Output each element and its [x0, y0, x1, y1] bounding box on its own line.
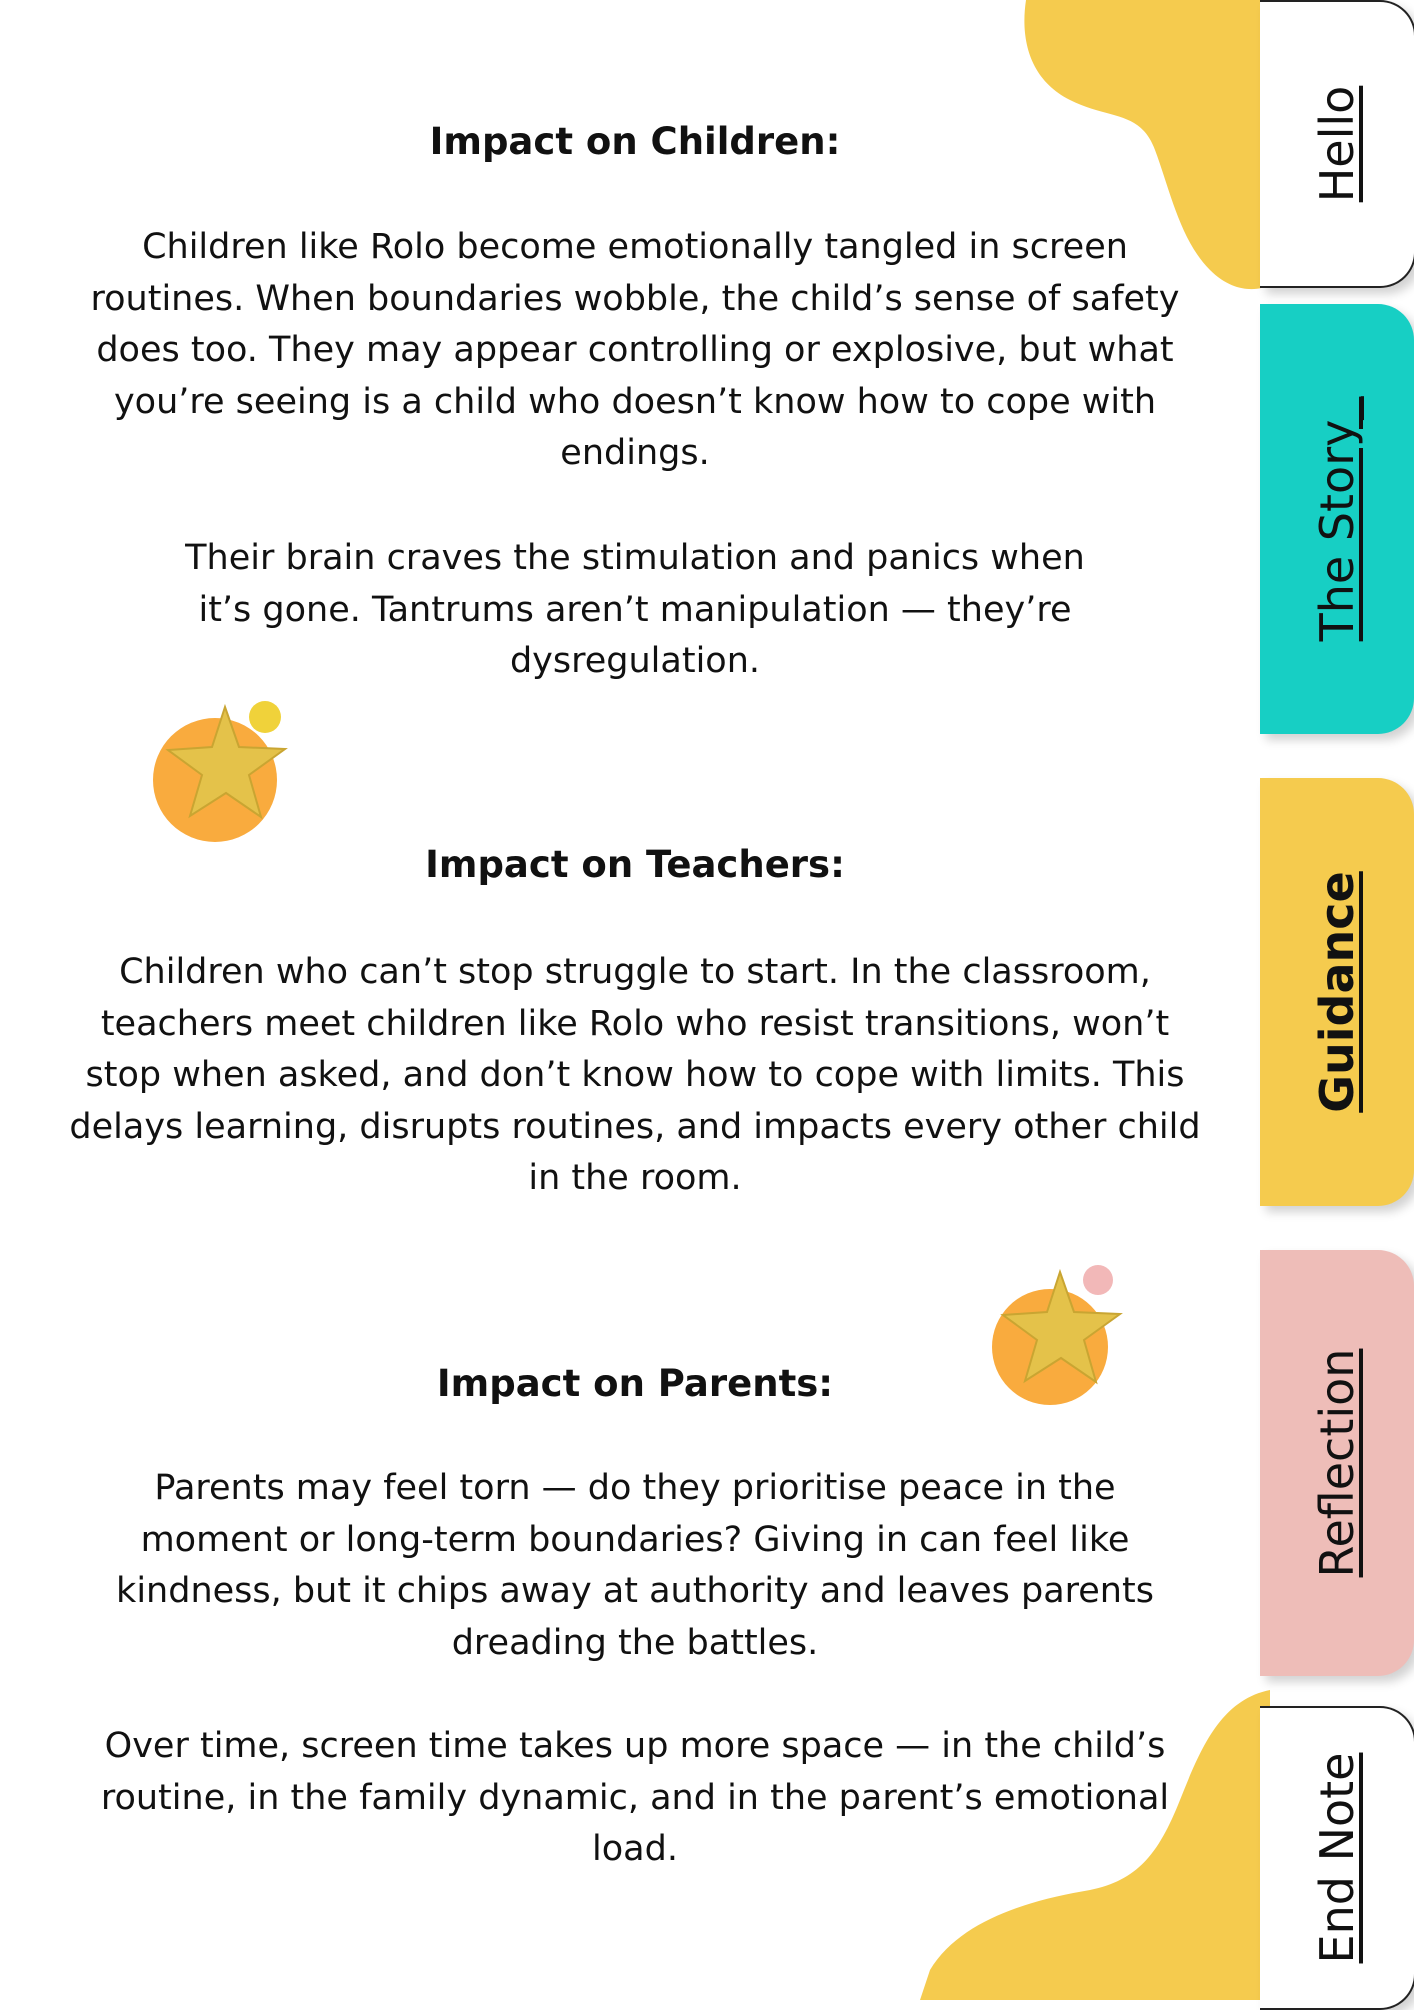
section-paragraph: Children like Rolo become emotionally tangled in screen routines. When boundaries wobble, the child’s sense of safety does too. They may appear controlling or explosive, but what you’re seeing is a child who doesn’t know how to cope with endings.	[90, 227, 1180, 473]
star-sticker-icon	[980, 1262, 1140, 1412]
star-sticker-icon	[140, 695, 300, 845]
tab-label: The Story_	[1310, 396, 1364, 642]
section-paragraph: Their brain craves the stimulation and panics when it’s gone. Tantrums aren’t manipulation — they’re dysregulation.	[185, 538, 1085, 681]
tab-label: Guidance	[1310, 871, 1364, 1113]
tab-reflection[interactable]	[1260, 1250, 1414, 1676]
tab-guidance[interactable]	[1260, 778, 1414, 1206]
section-paragraph: Parents may feel torn — do they prioritise peace in the moment or long-term boundaries? Giving in can feel like kindness, but it chips away at authority and leaves parents dreading the battles.	[116, 1468, 1154, 1663]
tab-label: End Note	[1310, 1752, 1364, 1964]
section-paragraph: Over time, screen time takes up more space — in the child’s routine, in the family dynamic, and in the parent’s emotional load.	[100, 1726, 1170, 1869]
section-paragraph: Children who can’t stop struggle to start. In the classroom, teachers meet children like Rolo who resist transitions, won’t stop when asked, and don’t know how to cope with limits. This delays learning, disrupts routines, and impacts every other child in the room.	[69, 952, 1201, 1198]
section-tabs	[1260, 0, 1414, 2000]
section-heading-parents: Impact on Parents:	[436, 1362, 834, 1405]
tab-label: Reflection	[1310, 1348, 1364, 1578]
tab-hello[interactable]	[1260, 0, 1414, 288]
section-heading-children: Impact on Children:	[429, 120, 841, 163]
tab-the-story[interactable]	[1260, 304, 1414, 734]
section-heading-teachers: Impact on Teachers:	[425, 843, 845, 886]
tab-end-note[interactable]	[1260, 1706, 1414, 2010]
tab-label: Hello	[1310, 85, 1364, 203]
